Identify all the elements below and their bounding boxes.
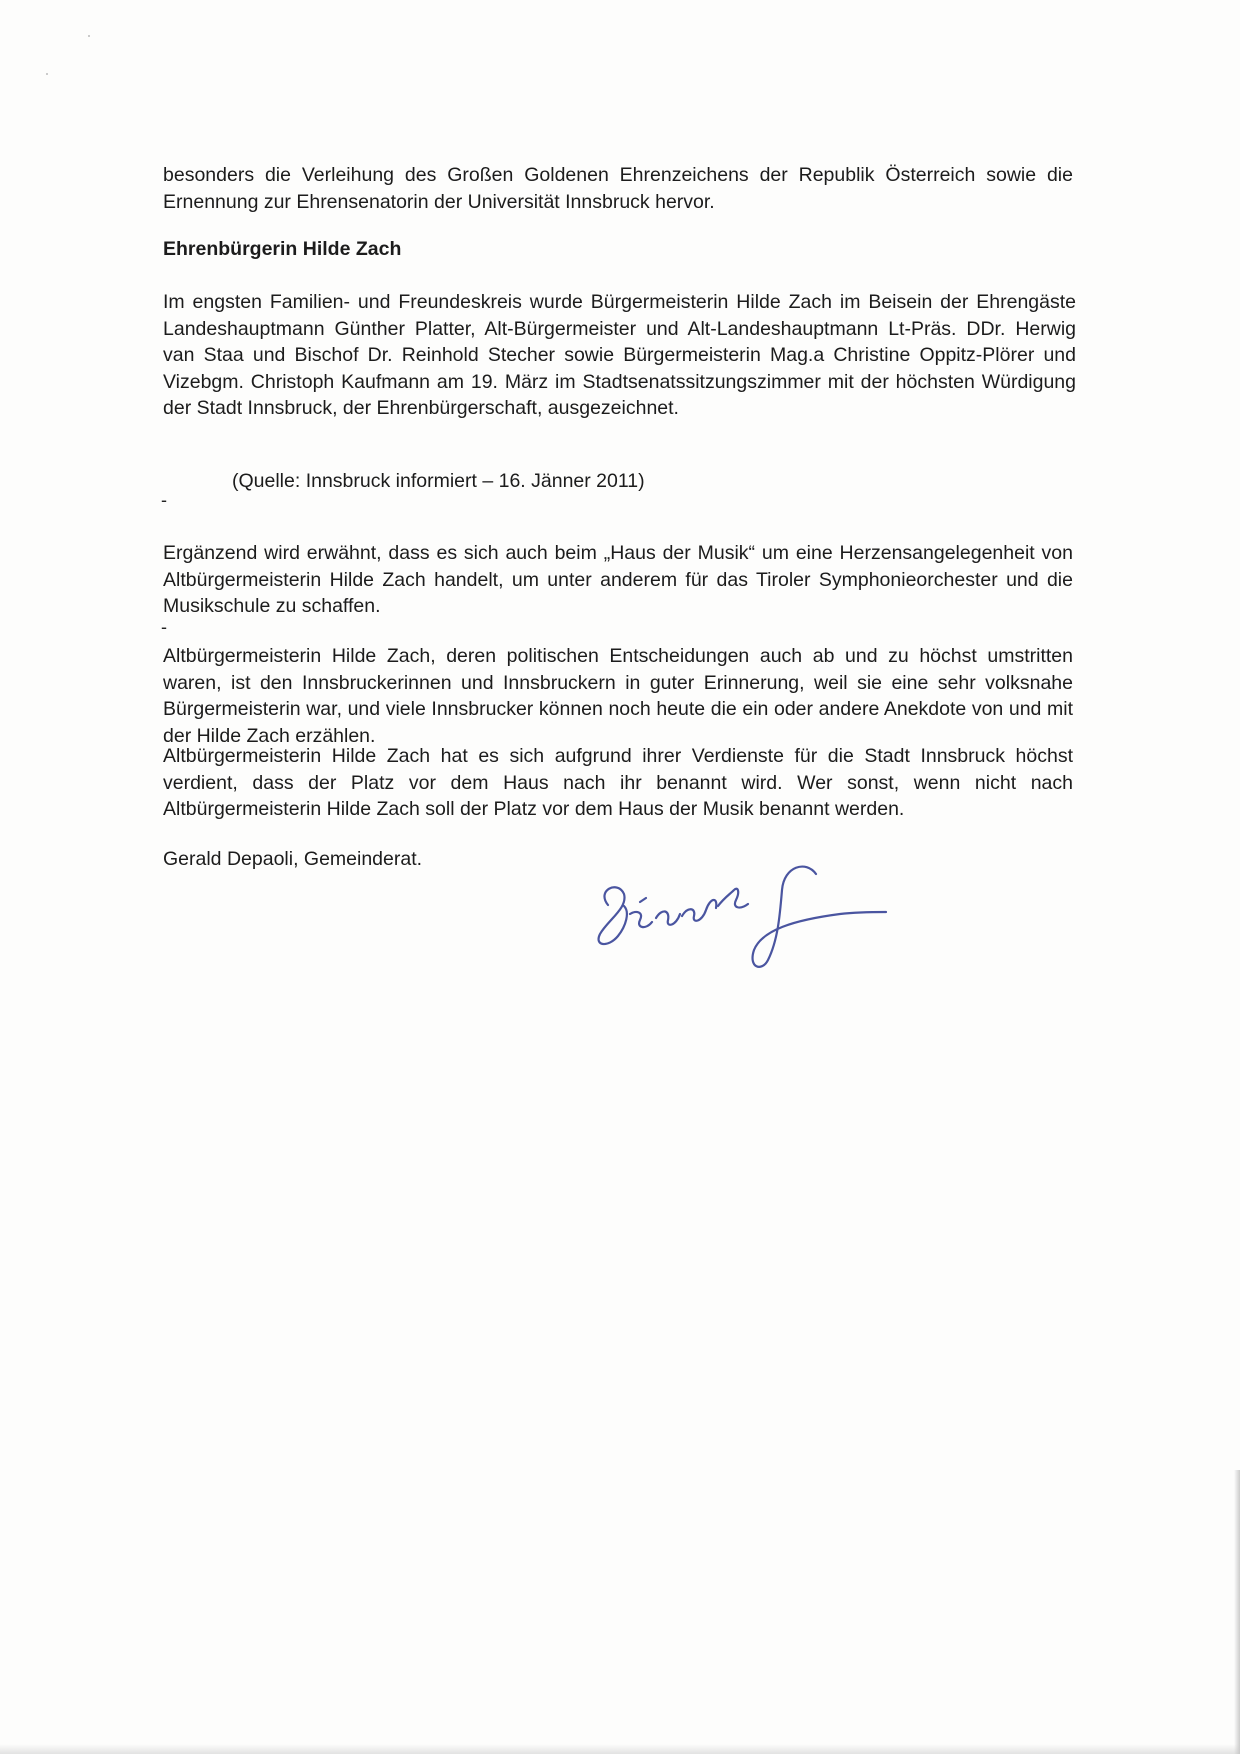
section-heading: Ehrenbürgerin Hilde Zach	[163, 238, 402, 260]
conclusion-paragraph: Altbürgermeisterin Hilde Zach hat es sich aufgrund ihrer Verdienste für die Stadt Innsbruck höchst verdient, dass der Platz vor dem Haus nach ihr benannt wird. Wer sonst, wenn nicht nach Altbürgermeisterin Hilde Zach soll der Platz vor dem Haus der Musik benannt werden.	[163, 745, 1073, 820]
handwritten-signature	[578, 850, 898, 980]
supplement-paragraph: Ergänzend wird erwähnt, dass es sich auch beim „Haus der Musik“ um eine Herzensangelegenheit von Altbürgermeisterin Hilde Zach handelt, um unter anderem für das Tiroler Symphonieorchester und die Musikschule zu schaffen.	[163, 542, 1073, 617]
memory-paragraph: Altbürgermeisterin Hilde Zach, deren politischen Entscheidungen auch ab und zu höchst umstritten waren, ist den Innsbruckerinnen und Innsbruckern in guter Erinnerung, weil sie eine sehr volksnahe Bürgermeisterin war, und viele Innsbrucker können noch heute die ein oder andere Anekdote von und mit der Hilde Zach erzählen.	[163, 645, 1073, 747]
scan-edge-shadow	[0, 1744, 1240, 1754]
dash-marker: -	[161, 490, 167, 510]
signatory-line: Gerald Depaoli, Gemeinderat.	[163, 848, 423, 870]
section-paragraph: Im engsten Familien- und Freundeskreis wurde Bürgermeisterin Hilde Zach im Beisein der Ehrengäste Landeshauptmann Günther Platter, Alt-Bürgermeister und Alt-Landeshauptmann Lt-Präs. DDr. Herwig van Staa und Bischof Dr. Reinhold Stecher sowie Bürgermeisterin Mag.a Christine Oppitz-Plörer und Vizebgm. Christoph Kaufmann am 19. März im Stadtsenatssitzungszimmer mit der höchsten Würdigung der Stadt Innsbruck, der Ehrenbürgerschaft, ausgezeichnet.	[163, 291, 1076, 419]
scan-speck	[46, 73, 48, 75]
scan-edge-shadow	[1234, 1470, 1240, 1754]
scan-speck	[88, 35, 90, 37]
intro-paragraph: besonders die Verleihung des Großen Goldenen Ehrenzeichens der Republik Österreich sowie die Ernennung zur Ehrensenatorin der Universität Innsbruck hervor.	[163, 164, 1073, 213]
source-note: (Quelle: Innsbruck informiert – 16. Jänner 2011)	[232, 470, 645, 492]
dash-marker: -	[161, 617, 167, 637]
